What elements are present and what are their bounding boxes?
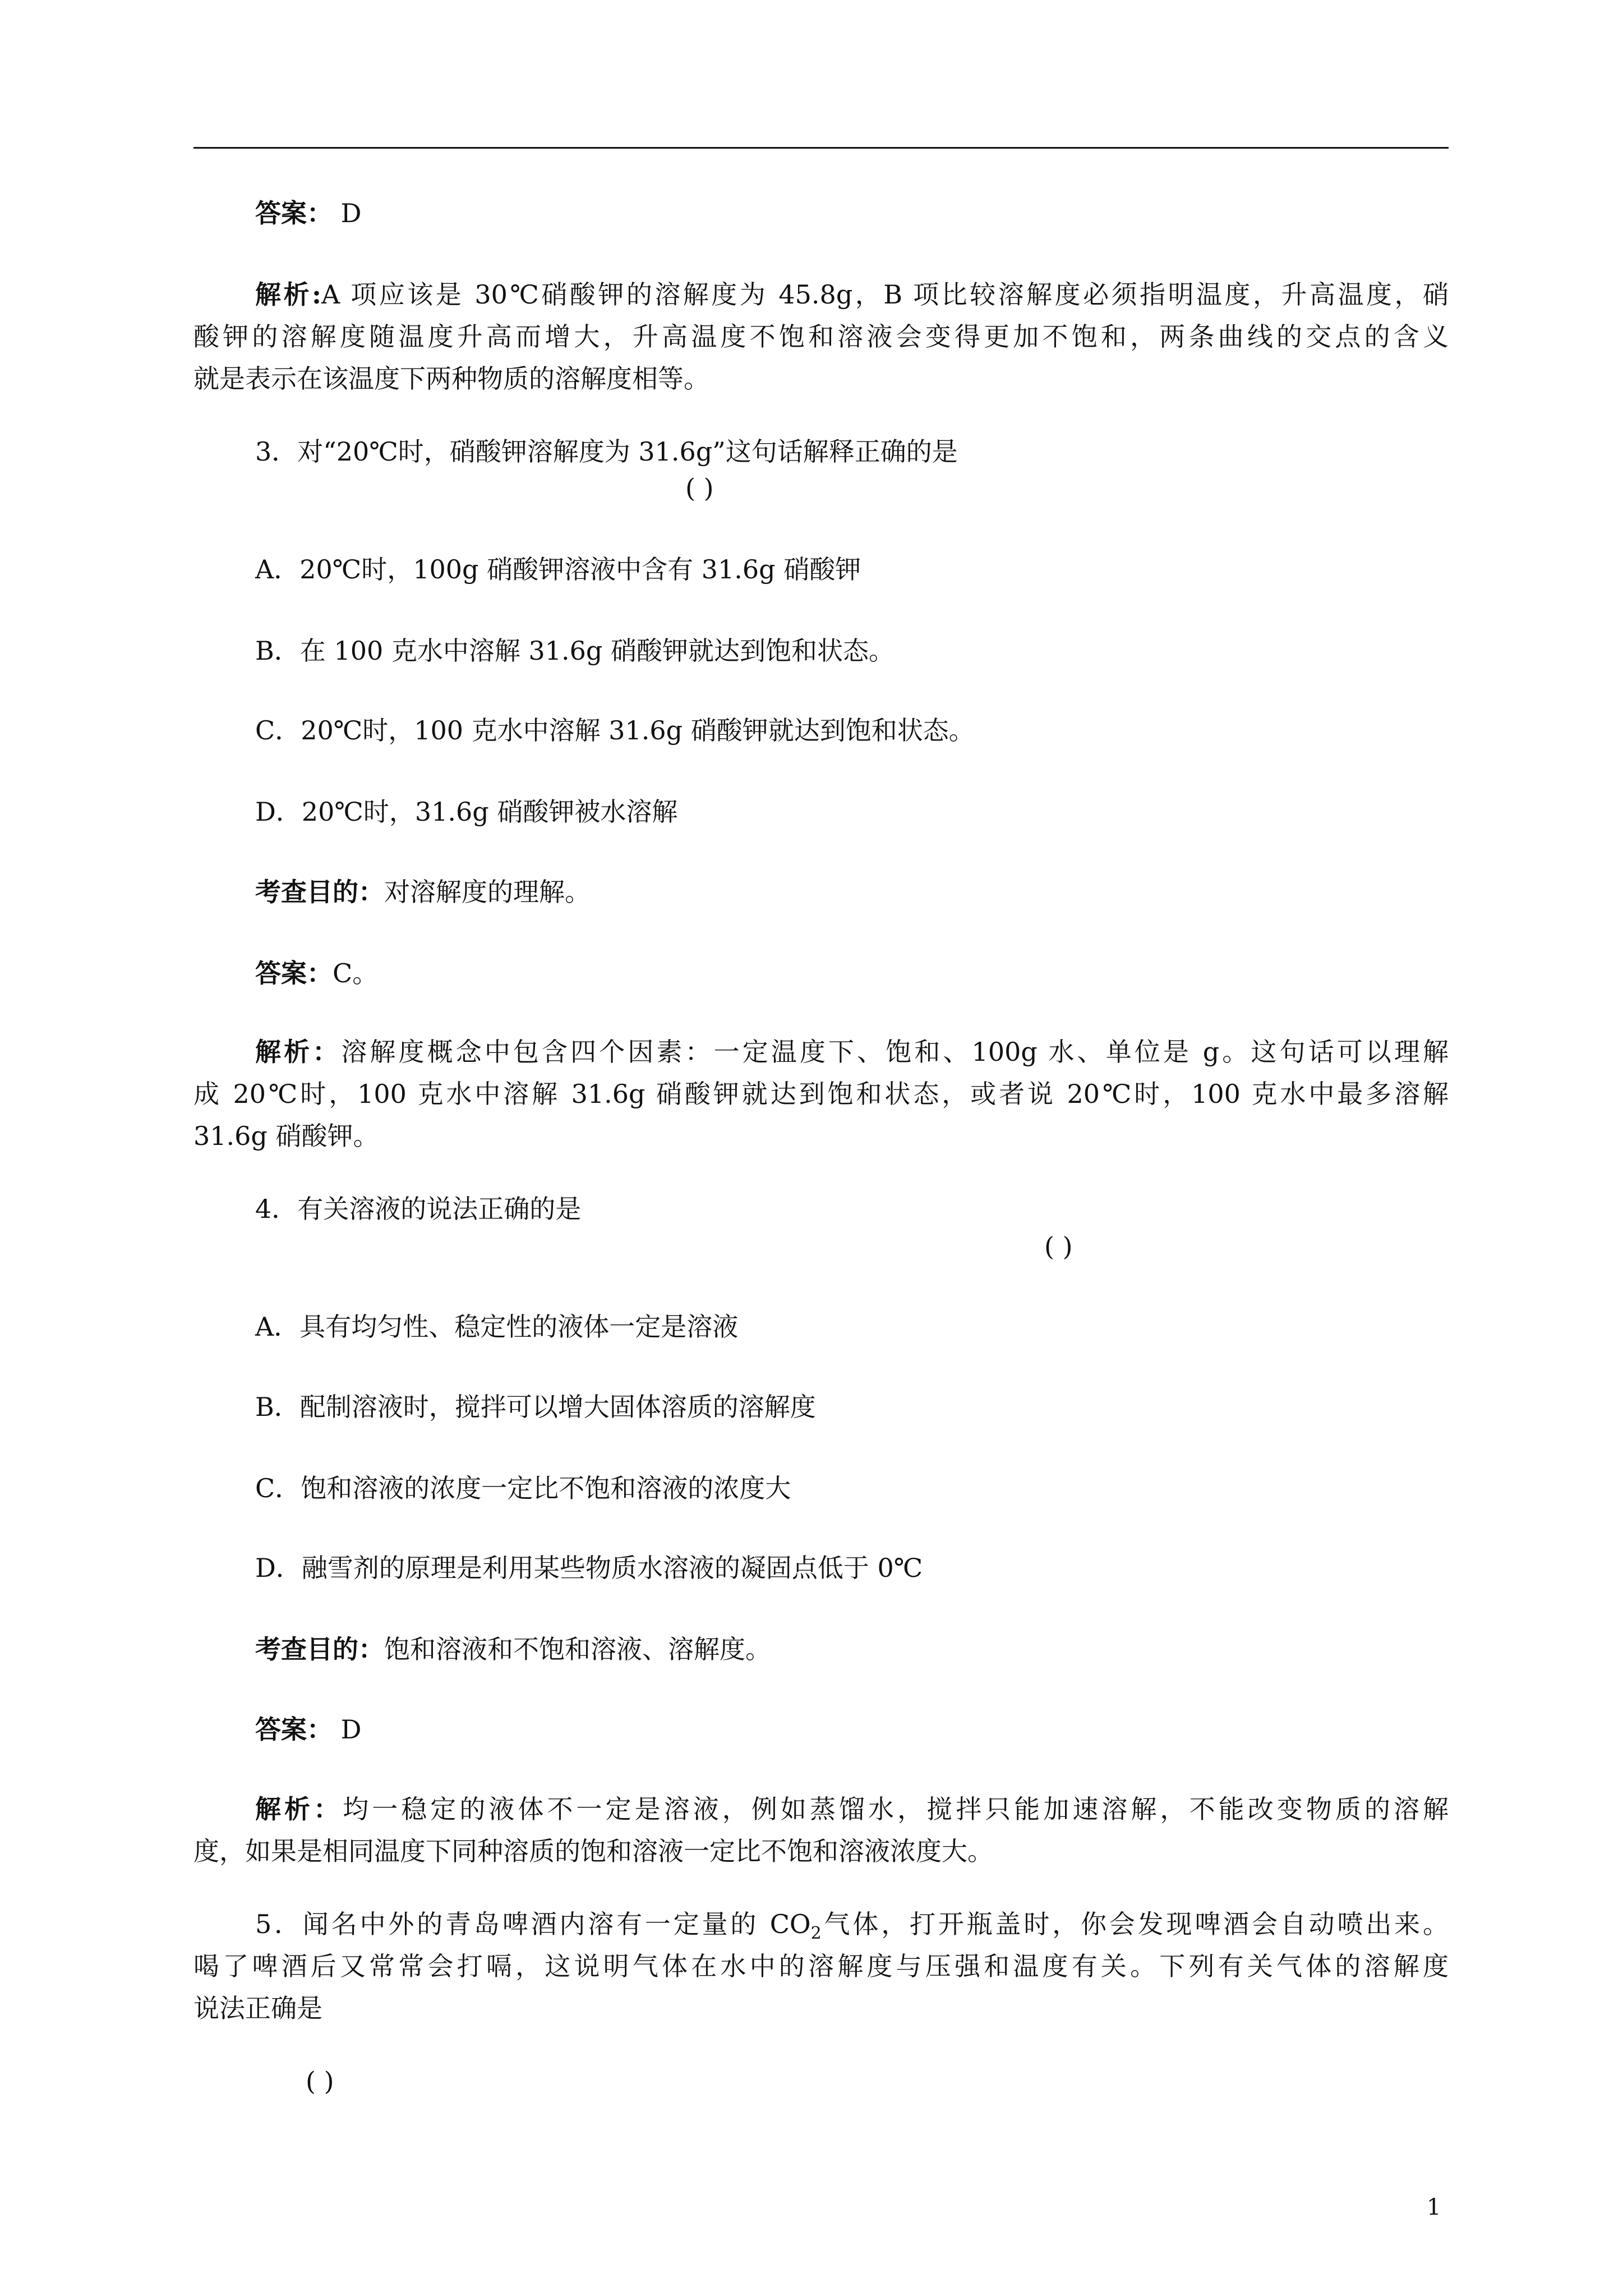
q5-stem-line-3: 说法正确是: [193, 1993, 322, 2023]
stem-text-a: 5．闻名中外的青岛啤酒内溶有一定量的 CO: [255, 1909, 811, 1939]
header-rule: [193, 147, 1449, 149]
q3-analysis-line-3: 31.6g 硝酸钾。: [193, 1121, 379, 1151]
q4-option-b: B．配制溶液时，搅拌可以增大固体溶质的溶解度: [255, 1392, 816, 1422]
q2-analysis-line-3: 就是表示在该温度下两种物质的溶解度相等。: [193, 364, 709, 394]
q4-purpose: [255, 1632, 771, 1666]
q3-answer-paren: ( ): [685, 473, 714, 503]
q4-option-c: C．饱和溶液的浓度一定比不饱和溶液的浓度大: [255, 1473, 791, 1503]
q3-stem: 3．对“20℃时，硝酸钾溶解度为 31.6g”这句话解释正确的是: [255, 436, 958, 467]
answer-value: C。: [333, 958, 379, 988]
answer-value: D: [333, 1714, 362, 1745]
page-number: 1: [1427, 2194, 1441, 2220]
q3-option-c: C．20℃时，100 克水中溶解 31.6g 硝酸钾就达到饱和状态。: [255, 715, 975, 746]
answer-label: 答案：: [255, 1714, 333, 1745]
q3-option-a: A．20℃时，100g 硝酸钾溶液中含有 31.6g 硝酸钾: [255, 554, 861, 585]
q2-answer: [255, 196, 362, 230]
purpose-label: 考查目的：: [255, 877, 384, 907]
analysis-text: 溶解度概念中包含四个因素：一定温度下、饱和、100g 水、单位是 g。这句话可以理解: [341, 1037, 1449, 1067]
analysis-label: 解析:: [255, 279, 321, 310]
q2-analysis-line-2: 酸钾的溶解度随温度升高而增大，升高温度不饱和溶液会变得更加不饱和，两条曲线的交点的含义: [193, 321, 1449, 352]
analysis-label: 解析：: [255, 1794, 343, 1824]
analysis-text: A 项应该是 30℃硝酸钾的溶解度为 45.8g，B 项比较溶解度必须指明温度，升高温度，硝: [321, 279, 1449, 310]
q3-purpose: [255, 875, 591, 909]
q3-option-d: D．20℃时，31.6g 硝酸钾被水溶解: [255, 797, 678, 827]
q4-option-d: D．融雪剂的原理是利用某些物质水溶液的凝固点低于 0℃: [255, 1553, 923, 1583]
q3-analysis-line-1: [255, 1035, 1449, 1069]
q4-option-a: A．具有均匀性、稳定性的液体一定是溶液: [255, 1312, 739, 1342]
q3-option-b: B．在 100 克水中溶解 31.6g 硝酸钾就达到饱和状态。: [255, 636, 895, 666]
purpose-text: 饱和溶液和不饱和溶液、溶解度。: [384, 1634, 771, 1664]
analysis-text: 均一稳定的液体不一定是溶液，例如蒸馏水，搅拌只能加速溶解，不能改变物质的溶解: [343, 1794, 1449, 1824]
q4-stem: 4．有关溶液的说法正确的是: [255, 1194, 582, 1224]
q3-answer: [255, 956, 378, 990]
q4-analysis-line-2: 度，如果是相同温度下同种溶质的饱和溶液一定比不饱和溶液浓度大。: [193, 1836, 993, 1866]
q4-answer: [255, 1713, 362, 1746]
q4-answer-paren: ( ): [1044, 1231, 1073, 1262]
purpose-text: 对溶解度的理解。: [384, 877, 591, 907]
q2-analysis-line-1: [255, 278, 1449, 311]
q5-stem-line-2: 喝了啤酒后又常常会打嗝，这说明气体在水中的溶解度与压强和温度有关。下列有关气体的溶解度: [193, 1951, 1449, 1981]
stem-text-b: 气体，打开瓶盖时，你会发现啤酒会自动喷出来。: [821, 1909, 1449, 1939]
q3-analysis-line-2: 成 20℃时，100 克水中溶解 31.6g 硝酸钾就达到饱和状态，或者说 20℃时，100 克水中最多溶解: [193, 1079, 1449, 1109]
subscript-2: 2: [810, 1924, 822, 1943]
q5-answer-paren: ( ): [306, 2066, 334, 2096]
answer-label: 答案：: [255, 198, 333, 228]
q5-stem-line-1: [255, 1907, 1449, 1950]
purpose-label: 考查目的：: [255, 1634, 384, 1664]
q4-analysis-line-1: [255, 1792, 1449, 1826]
answer-label: 答案：: [255, 958, 333, 988]
answer-value: D: [333, 198, 362, 228]
analysis-label: 解析：: [255, 1037, 342, 1067]
